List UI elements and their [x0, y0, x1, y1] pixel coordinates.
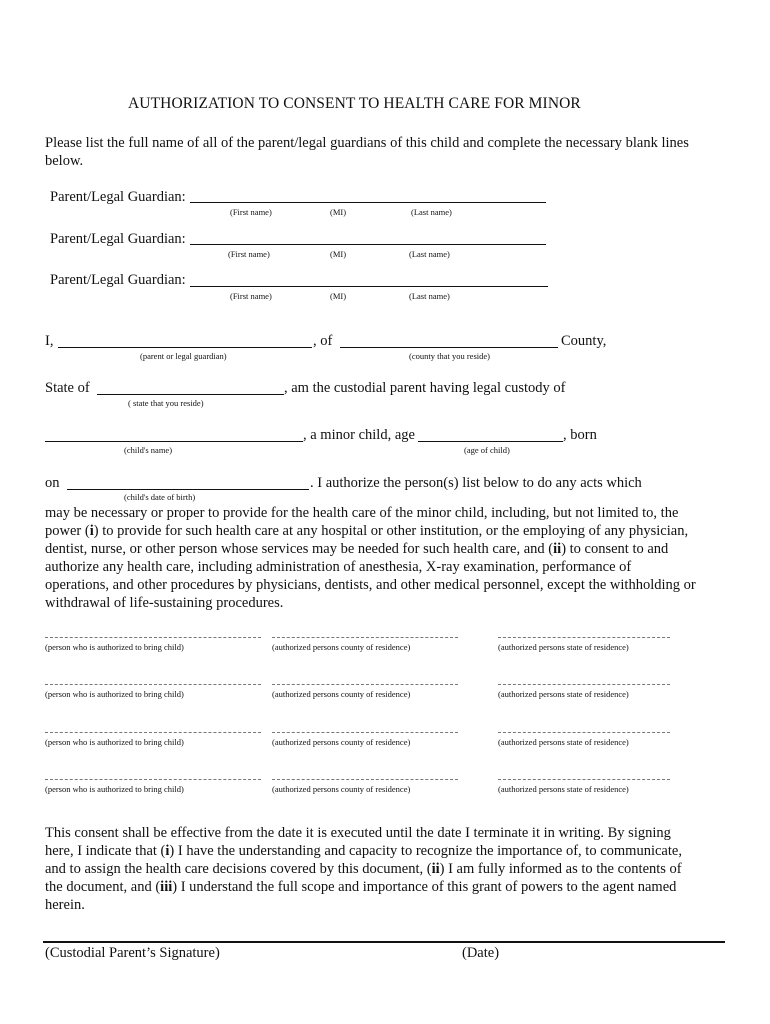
- last-name-caption-1: (Last name): [411, 207, 452, 217]
- authorized-person-caption: (person who is authorized to bring child): [45, 642, 184, 652]
- signature-line[interactable]: [43, 941, 725, 943]
- powers-line-2: power (i) to provide for such health care at any hospital or other institution, or the employing of any physician,: [45, 523, 689, 539]
- guardian-label-2: Parent/Legal Guardian:: [50, 231, 186, 247]
- authorized-county-caption: (authorized persons county of residence): [272, 689, 411, 699]
- authorize-text: . I authorize the person(s) list below to do any acts which: [310, 475, 642, 491]
- mi-caption-2: (MI): [330, 249, 347, 259]
- intro-line-2: below.: [45, 153, 84, 169]
- first-name-caption-3: (First name): [230, 291, 272, 301]
- custodial-text: , am the custodial parent having legal custody of: [284, 380, 566, 396]
- child-dob-field[interactable]: [67, 489, 309, 490]
- powers-line-4: authorize any health care, including administration of anesthesia, X-ray examination, performance of: [45, 559, 632, 575]
- child-age-field[interactable]: [418, 441, 563, 442]
- authorized-state-field[interactable]: [498, 779, 670, 780]
- parent-name-field[interactable]: [58, 347, 312, 348]
- intro-line-1: Please list the full name of all of the parent/legal guardians of this child and complete the necessary blank lines: [45, 135, 689, 151]
- mi-caption-1: (MI): [330, 207, 347, 217]
- guardian-label-1: Parent/Legal Guardian:: [50, 189, 186, 205]
- first-name-caption-1: (First name): [230, 207, 272, 217]
- authorized-person-caption: (person who is authorized to bring child): [45, 784, 184, 794]
- authorized-county-caption: (authorized persons county of residence): [272, 642, 411, 652]
- authorized-person-field[interactable]: [45, 637, 261, 638]
- parent-caption: (parent or legal guardian): [140, 351, 227, 361]
- authorized-person-field[interactable]: [45, 732, 261, 733]
- on-text: on: [45, 475, 60, 491]
- i-prefix: I,: [45, 333, 54, 349]
- authorized-state-caption: (authorized persons state of residence): [498, 689, 629, 699]
- guardian-label-3: Parent/Legal Guardian:: [50, 272, 186, 288]
- authorized-county-field[interactable]: [272, 684, 458, 685]
- county-caption: (county that you reside): [409, 351, 490, 361]
- mi-caption-3: (MI): [330, 291, 347, 301]
- authorized-county-caption: (authorized persons county of residence): [272, 784, 411, 794]
- consent-line-5: herein.: [45, 897, 85, 913]
- last-name-caption-3: (Last name): [409, 291, 450, 301]
- consent-line-4: the document, and (iii) I understand the full scope and importance of this grant of powers to the agent named: [45, 879, 677, 895]
- powers-line-3: dentist, nurse, or other person whose services may be needed for such health care, and (ii) to consent to and: [45, 541, 669, 557]
- last-name-caption-2: (Last name): [409, 249, 450, 259]
- consent-line-2: here, I indicate that (i) I have the understanding and capacity to recognize the importance of, to communicate,: [45, 843, 682, 859]
- authorized-person-field[interactable]: [45, 684, 261, 685]
- authorized-state-caption: (authorized persons state of residence): [498, 784, 629, 794]
- authorized-person-caption: (person who is authorized to bring child): [45, 689, 184, 699]
- dob-caption: (child's date of birth): [124, 492, 196, 502]
- authorized-county-field[interactable]: [272, 637, 458, 638]
- minor-child-text: , a minor child, age: [303, 427, 415, 443]
- child-name-caption: (child's name): [124, 445, 173, 455]
- state-caption: ( state that you reside): [128, 398, 204, 408]
- state-prefix: State of: [45, 380, 90, 396]
- guardian-name-field-2[interactable]: [190, 244, 546, 245]
- first-name-caption-2: (First name): [228, 249, 270, 259]
- powers-line-6: withdrawal of life-sustaining procedures.: [45, 595, 284, 611]
- guardian-name-field-1[interactable]: [190, 202, 546, 203]
- consent-line-1: This consent shall be effective from the date it is executed until the date I terminate it in writing. By signing: [45, 825, 671, 841]
- state-field[interactable]: [97, 394, 284, 395]
- authorized-person-field[interactable]: [45, 779, 261, 780]
- county-field[interactable]: [340, 347, 558, 348]
- powers-line-1: may be necessary or proper to provide for the health care of the minor child, including, but not limited to, the: [45, 505, 679, 521]
- authorized-state-caption: (authorized persons state of residence): [498, 642, 629, 652]
- consent-line-3: and to assign the health care decisions covered by this document, (ii) I am fully informed as to the contents of: [45, 861, 682, 877]
- county-text: County,: [561, 333, 607, 349]
- date-label: (Date): [462, 945, 500, 961]
- authorized-county-field[interactable]: [272, 732, 458, 733]
- authorized-state-field[interactable]: [498, 732, 670, 733]
- born-text: , born: [563, 427, 597, 443]
- page-title: AUTHORIZATION TO CONSENT TO HEALTH CARE FOR MINOR: [128, 95, 581, 112]
- authorized-state-caption: (authorized persons state of residence): [498, 737, 629, 747]
- age-caption: (age of child): [464, 445, 510, 455]
- authorized-state-field[interactable]: [498, 637, 670, 638]
- authorized-county-field[interactable]: [272, 779, 458, 780]
- of-text: , of: [313, 333, 333, 349]
- powers-line-5: operations, and other procedures by physicians, dentists, and other medical personnel, except the withholding or: [45, 577, 696, 593]
- authorized-county-caption: (authorized persons county of residence): [272, 737, 411, 747]
- guardian-name-field-3[interactable]: [190, 286, 548, 287]
- signature-label: (Custodial Parent’s Signature): [45, 945, 220, 961]
- authorized-person-caption: (person who is authorized to bring child): [45, 737, 184, 747]
- authorized-state-field[interactable]: [498, 684, 670, 685]
- child-name-field[interactable]: [45, 441, 303, 442]
